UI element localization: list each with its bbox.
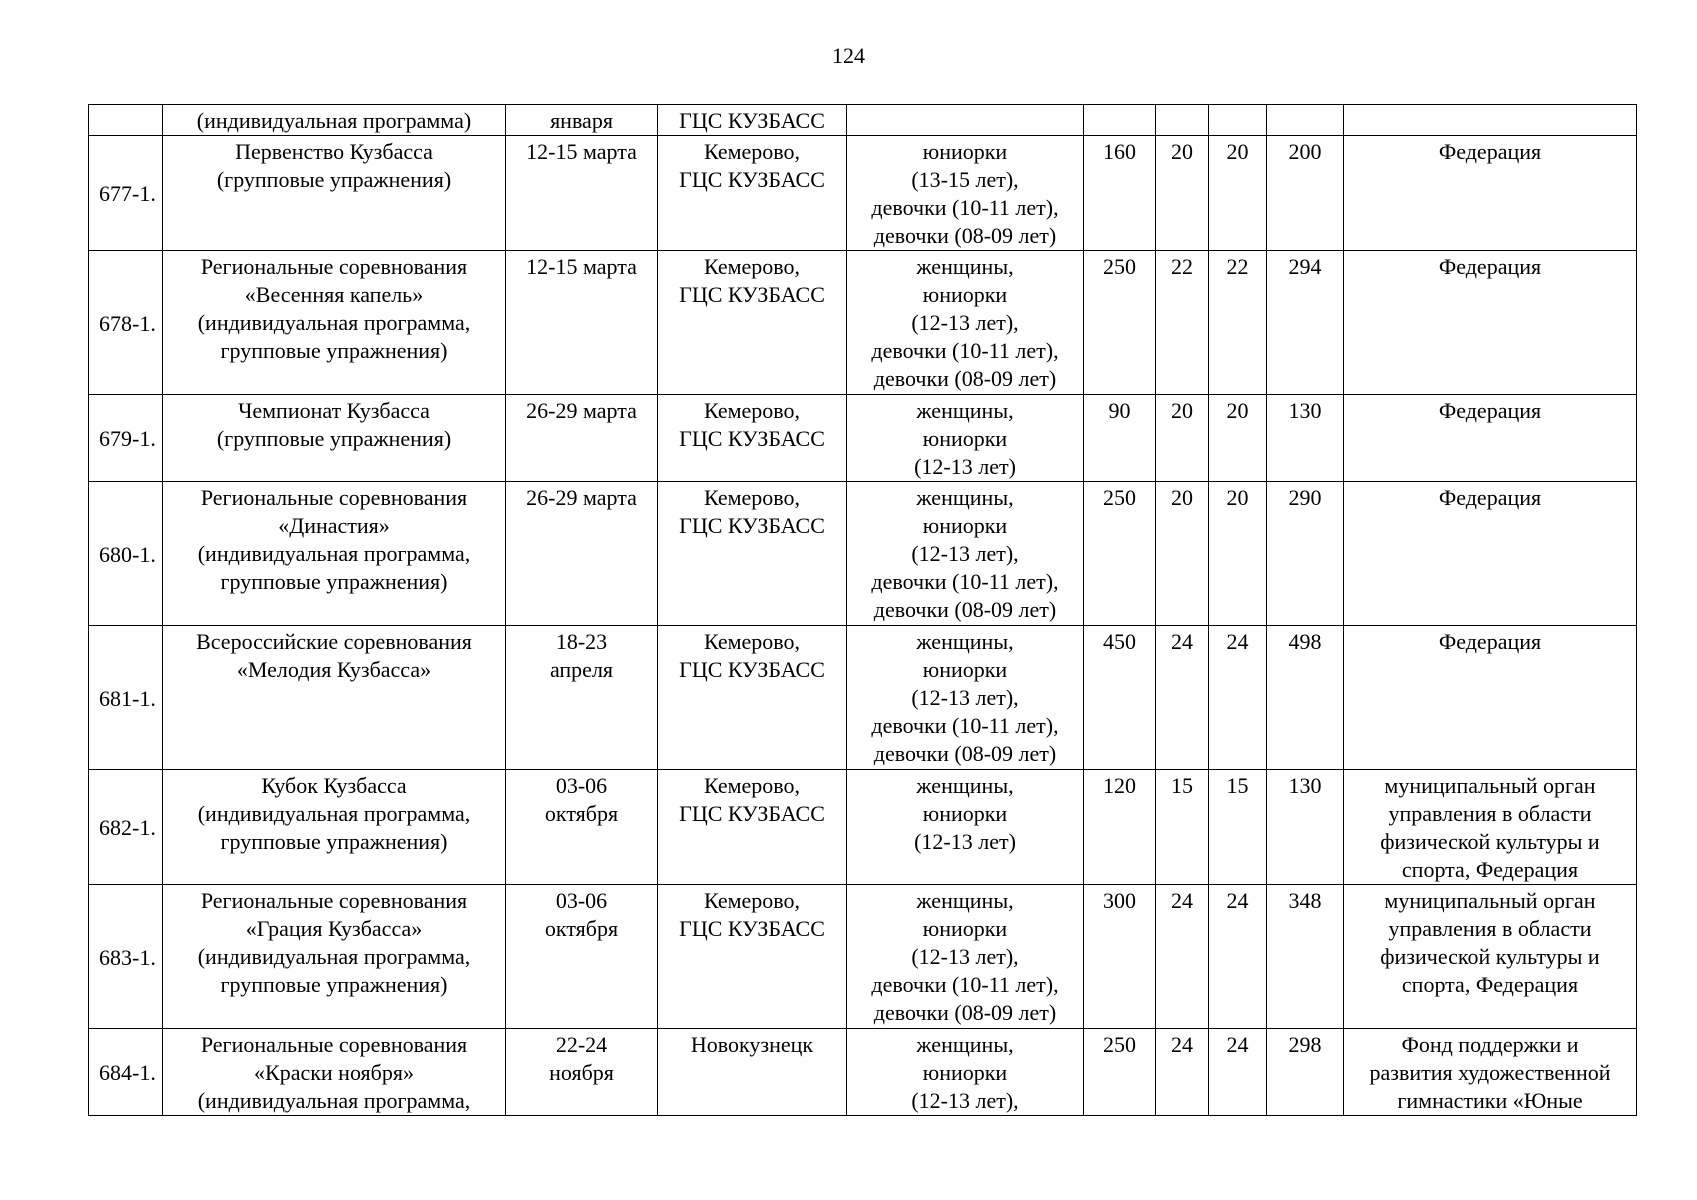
cell-text-line: ГЦС КУЗБАСС xyxy=(679,167,825,192)
count-judges-cell: 20 xyxy=(1209,482,1267,626)
cell-text-line: девочки (08-09 лет) xyxy=(873,1000,1057,1025)
event-dates-cell xyxy=(506,136,658,251)
event-number-cell xyxy=(89,105,163,136)
table-row xyxy=(89,251,1637,395)
cell-text-line: Федерация xyxy=(1438,254,1542,279)
cell-text-line: девочки (08-09 лет) xyxy=(873,741,1057,766)
cell-text-line: юниорки xyxy=(922,426,1008,451)
count-athletes-cell: 450 xyxy=(1084,626,1156,770)
cell-text-line: девочки (08-09 лет) xyxy=(873,366,1057,391)
cell-text-line: 26-29 марта xyxy=(526,485,637,510)
count-judges-cell xyxy=(1209,105,1267,136)
participants-cell xyxy=(847,482,1084,626)
count-judges-cell: 20 xyxy=(1209,395,1267,482)
event-number-cell: 684-1. xyxy=(89,1029,163,1116)
count-coaches-cell: 24 xyxy=(1156,626,1209,770)
table-row xyxy=(89,105,1637,136)
page-number: 124 xyxy=(832,43,865,68)
cell-text-line: групповые упражнения) xyxy=(220,569,448,594)
cell-text-line: Региональные соревнования xyxy=(200,888,468,913)
organizer-cell xyxy=(1344,885,1637,1029)
cell-text-line: ГЦС КУЗБАСС xyxy=(679,657,825,682)
cell-text-line: Всероссийские соревнования xyxy=(196,629,472,654)
count-coaches-cell: 20 xyxy=(1156,482,1209,626)
cell-text-line: спорта, Федерация xyxy=(1401,972,1579,997)
cell-text-line: января xyxy=(550,108,613,133)
event-number-cell: 679-1. xyxy=(89,395,163,482)
cell-text-line: женщины, xyxy=(916,888,1014,913)
event-place-cell xyxy=(658,770,847,885)
count-total-cell: 498 xyxy=(1267,626,1344,770)
event-number-cell: 680-1. xyxy=(89,482,163,626)
table-row xyxy=(89,136,1637,251)
count-total-cell: 294 xyxy=(1267,251,1344,395)
cell-text-line: «Династия» xyxy=(278,513,390,538)
cell-text-line: Фонд поддержки и xyxy=(1401,1032,1579,1057)
count-coaches-cell: 20 xyxy=(1156,136,1209,251)
cell-text-line: Кубок Кузбасса xyxy=(261,773,407,798)
cell-text-line: девочки (10-11 лет), xyxy=(871,972,1059,997)
cell-text-line: Первенство Кузбасса xyxy=(235,139,433,164)
table-row xyxy=(89,1029,1637,1116)
count-coaches-cell: 24 xyxy=(1156,885,1209,1029)
count-total-cell: 200 xyxy=(1267,136,1344,251)
count-judges-cell: 22 xyxy=(1209,251,1267,395)
event-number-cell: 677-1. xyxy=(89,136,163,251)
cell-text-line: (индивидуальная программа, xyxy=(197,541,471,566)
cell-text-line: (13-15 лет), xyxy=(911,167,1019,192)
cell-text-line: гимнастики «Юные xyxy=(1397,1088,1583,1113)
event-number-cell: 683-1. xyxy=(89,885,163,1029)
participants-cell xyxy=(847,395,1084,482)
event-name-cell xyxy=(163,395,506,482)
cell-text-line: (12-13 лет), xyxy=(911,1088,1019,1113)
cell-text-line: Кемерово, xyxy=(703,485,801,510)
cell-text-line: 03-06 xyxy=(555,888,608,913)
cell-text-line: (12-13 лет), xyxy=(911,310,1019,335)
event-dates-cell xyxy=(506,251,658,395)
cell-text-line: муниципальный орган xyxy=(1384,888,1596,913)
cell-text-line: групповые упражнения) xyxy=(220,829,448,854)
cell-text-line: (12-13 лет), xyxy=(911,944,1019,969)
cell-text-line: Федерация xyxy=(1438,485,1542,510)
cell-text-line: девочки (10-11 лет), xyxy=(871,713,1059,738)
events-table xyxy=(88,104,1637,1116)
participants-cell xyxy=(847,770,1084,885)
event-number-cell: 681-1. xyxy=(89,626,163,770)
count-athletes-cell xyxy=(1084,105,1156,136)
count-coaches-cell: 24 xyxy=(1156,1029,1209,1116)
organizer-cell xyxy=(1344,770,1637,885)
event-place-cell xyxy=(658,105,847,136)
count-coaches-cell xyxy=(1156,105,1209,136)
count-athletes-cell: 160 xyxy=(1084,136,1156,251)
organizer-cell xyxy=(1344,626,1637,770)
event-place-cell xyxy=(658,482,847,626)
event-name-cell xyxy=(163,1029,506,1116)
event-place-cell xyxy=(658,1029,847,1116)
cell-text-line: 12-15 марта xyxy=(526,139,637,164)
cell-text-line: юниорки xyxy=(922,801,1008,826)
organizer-cell xyxy=(1344,1029,1637,1116)
count-total-cell: 348 xyxy=(1267,885,1344,1029)
event-place-cell xyxy=(658,251,847,395)
cell-text-line: (индивидуальная программа, xyxy=(197,944,471,969)
cell-text-line: ГЦС КУЗБАСС xyxy=(679,282,825,307)
cell-text-line: октября xyxy=(544,801,619,826)
table-row xyxy=(89,395,1637,482)
count-total-cell: 298 xyxy=(1267,1029,1344,1116)
cell-text-line: развития художественной xyxy=(1369,1060,1611,1085)
participants-cell xyxy=(847,136,1084,251)
cell-text-line: 18-23 xyxy=(555,629,608,654)
count-athletes-cell: 250 xyxy=(1084,482,1156,626)
table-body xyxy=(89,105,1637,1116)
cell-text-line: «Грация Кузбасса» xyxy=(245,916,423,941)
count-total-cell xyxy=(1267,105,1344,136)
cell-text-line: муниципальный орган xyxy=(1384,773,1596,798)
cell-text-line: физической культуры и xyxy=(1380,829,1600,854)
cell-text-line: ГЦС КУЗБАСС xyxy=(679,916,825,941)
cell-text-line: Кемерово, xyxy=(703,629,801,654)
cell-text-line: девочки (10-11 лет), xyxy=(871,195,1059,220)
organizer-cell xyxy=(1344,136,1637,251)
cell-text-line: женщины, xyxy=(916,773,1014,798)
cell-text-line: (12-13 лет), xyxy=(911,685,1019,710)
event-number-cell: 678-1. xyxy=(89,251,163,395)
event-name-cell xyxy=(163,770,506,885)
cell-text-line: женщины, xyxy=(916,629,1014,654)
count-total-cell: 130 xyxy=(1267,395,1344,482)
count-coaches-cell: 15 xyxy=(1156,770,1209,885)
cell-text-line: Региональные соревнования xyxy=(200,485,468,510)
cell-text-line: ГЦС КУЗБАСС xyxy=(679,801,825,826)
cell-text-line: 22-24 xyxy=(555,1032,608,1057)
table-row xyxy=(89,482,1637,626)
cell-text-line: юниорки xyxy=(922,282,1008,307)
cell-text-line: (индивидуальная программа, xyxy=(197,310,471,335)
organizer-cell xyxy=(1344,105,1637,136)
event-dates-cell xyxy=(506,1029,658,1116)
count-athletes-cell: 90 xyxy=(1084,395,1156,482)
cell-text-line: (групповые упражнения) xyxy=(216,167,452,192)
cell-text-line: «Краски ноября» xyxy=(254,1060,414,1085)
participants-cell xyxy=(847,251,1084,395)
organizer-cell xyxy=(1344,482,1637,626)
event-place-cell xyxy=(658,626,847,770)
cell-text-line: управления в области xyxy=(1388,801,1592,826)
cell-text-line: групповые упражнения) xyxy=(220,972,448,997)
event-name-cell xyxy=(163,105,506,136)
event-dates-cell xyxy=(506,770,658,885)
participants-cell xyxy=(847,105,1084,136)
cell-text-line: ГЦС КУЗБАСС xyxy=(679,426,825,451)
cell-text-line: женщины, xyxy=(916,485,1014,510)
event-place-cell xyxy=(658,395,847,482)
cell-text-line: юниорки xyxy=(922,916,1008,941)
cell-text-line: (групповые упражнения) xyxy=(216,426,452,451)
cell-text-line: ноября xyxy=(549,1060,614,1085)
cell-text-line: Федерация xyxy=(1438,629,1542,654)
cell-text-line: юниорки xyxy=(922,139,1008,164)
cell-text-line: Чемпионат Кузбасса xyxy=(238,398,430,423)
count-athletes-cell: 300 xyxy=(1084,885,1156,1029)
event-dates-cell xyxy=(506,105,658,136)
event-dates-cell xyxy=(506,395,658,482)
event-place-cell xyxy=(658,136,847,251)
cell-text-line: девочки (08-09 лет) xyxy=(873,223,1057,248)
cell-text-line: юниорки xyxy=(922,1060,1008,1085)
cell-text-line: спорта, Федерация xyxy=(1401,857,1579,882)
count-judges-cell: 24 xyxy=(1209,626,1267,770)
count-coaches-cell: 20 xyxy=(1156,395,1209,482)
cell-text-line: ГЦС КУЗБАСС xyxy=(679,108,825,133)
cell-text-line: девочки (10-11 лет), xyxy=(871,338,1059,363)
cell-text-line: женщины, xyxy=(916,254,1014,279)
cell-text-line: девочки (08-09 лет) xyxy=(873,597,1057,622)
cell-text-line: (12-13 лет) xyxy=(914,454,1016,479)
cell-text-line: Федерация xyxy=(1438,139,1542,164)
cell-text-line: девочки (10-11 лет), xyxy=(871,569,1059,594)
cell-text-line: женщины, xyxy=(916,1032,1014,1057)
count-coaches-cell: 22 xyxy=(1156,251,1209,395)
event-name-cell xyxy=(163,482,506,626)
cell-text-line: Кемерово, xyxy=(703,398,801,423)
count-judges-cell: 24 xyxy=(1209,885,1267,1029)
cell-text-line: Кемерово, xyxy=(703,139,801,164)
table-row xyxy=(89,770,1637,885)
table-row xyxy=(89,885,1637,1029)
count-total-cell: 290 xyxy=(1267,482,1344,626)
event-name-cell xyxy=(163,136,506,251)
cell-text-line: 03-06 xyxy=(555,773,608,798)
cell-text-line: юниорки xyxy=(922,657,1008,682)
participants-cell xyxy=(847,885,1084,1029)
cell-text-line: Кемерово, xyxy=(703,254,801,279)
participants-cell xyxy=(847,1029,1084,1116)
cell-text-line: «Мелодия Кузбасса» xyxy=(236,657,432,682)
cell-text-line: Новокузнецк xyxy=(690,1032,814,1057)
event-name-cell xyxy=(163,626,506,770)
cell-text-line: 26-29 марта xyxy=(526,398,637,423)
cell-text-line: Кемерово, xyxy=(703,773,801,798)
cell-text-line: юниорки xyxy=(922,513,1008,538)
event-place-cell xyxy=(658,885,847,1029)
cell-text-line: групповые упражнения) xyxy=(220,338,448,363)
cell-text-line: (12-13 лет) xyxy=(914,829,1016,854)
cell-text-line: (индивидуальная программа, xyxy=(197,1088,471,1113)
event-dates-cell xyxy=(506,482,658,626)
cell-text-line: октября xyxy=(544,916,619,941)
cell-text-line: ГЦС КУЗБАСС xyxy=(679,513,825,538)
count-judges-cell: 24 xyxy=(1209,1029,1267,1116)
organizer-cell xyxy=(1344,251,1637,395)
cell-text-line: Региональные соревнования xyxy=(200,1032,468,1057)
event-name-cell xyxy=(163,251,506,395)
count-judges-cell: 20 xyxy=(1209,136,1267,251)
cell-text-line: физической культуры и xyxy=(1380,944,1600,969)
cell-text-line: 12-15 марта xyxy=(526,254,637,279)
organizer-cell xyxy=(1344,395,1637,482)
cell-text-line: апреля xyxy=(549,657,614,682)
cell-text-line: «Весенняя капель» xyxy=(244,282,424,307)
event-number-cell: 682-1. xyxy=(89,770,163,885)
event-dates-cell xyxy=(506,885,658,1029)
count-athletes-cell: 250 xyxy=(1084,251,1156,395)
cell-text-line: (индивидуальная программа, xyxy=(197,801,471,826)
count-athletes-cell: 120 xyxy=(1084,770,1156,885)
cell-text-line: Кемерово, xyxy=(703,888,801,913)
event-name-cell xyxy=(163,885,506,1029)
participants-cell xyxy=(847,626,1084,770)
count-judges-cell: 15 xyxy=(1209,770,1267,885)
cell-text-line: Региональные соревнования xyxy=(200,254,468,279)
count-athletes-cell: 250 xyxy=(1084,1029,1156,1116)
count-total-cell: 130 xyxy=(1267,770,1344,885)
table-row xyxy=(89,626,1637,770)
cell-text-line: (12-13 лет), xyxy=(911,541,1019,566)
cell-text-line: (индивидуальная программа) xyxy=(196,108,472,133)
cell-text-line: Федерация xyxy=(1438,398,1542,423)
cell-text-line: управления в области xyxy=(1388,916,1592,941)
cell-text-line: женщины, xyxy=(916,398,1014,423)
event-dates-cell xyxy=(506,626,658,770)
